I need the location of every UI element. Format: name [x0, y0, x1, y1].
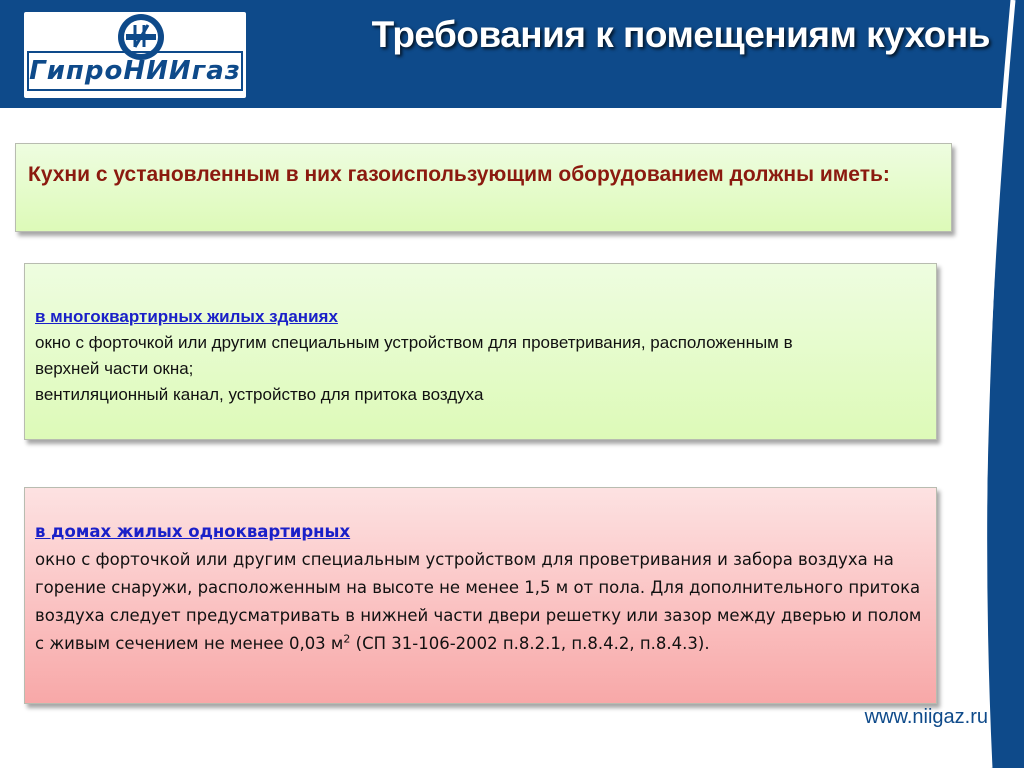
apartment-requirements-panel	[24, 263, 937, 440]
house-requirements-panel	[24, 487, 937, 704]
house-body-reference: (СП 31-106-2002 п.8.2.1, п.8.4.2, п.8.4.3).	[350, 634, 710, 653]
apartment-requirement-line: окно с форточкой или другим специальным устройством для проветривания, расположенным в	[35, 333, 793, 352]
apartment-heading-link[interactable]: в многоквартирных жилых зданиях	[35, 307, 338, 326]
square-superscript: 2	[343, 632, 351, 646]
company-logo	[24, 12, 246, 98]
apartment-requirement-line: вентиляционный канал, устройство для притока воздуха	[35, 385, 484, 404]
house-requirement-text	[35, 546, 926, 658]
site-url[interactable]: www.niigaz.ru	[864, 706, 988, 728]
slide-title: Требования к помещениям кухонь	[371, 14, 990, 55]
house-heading-link[interactable]: в домах жилых одноквартирных	[35, 522, 351, 541]
intro-text: Кухни с установленным в них газоиспользующим оборудованием должны иметь:	[28, 163, 890, 186]
logo-wordmark: ГипроНИИгаз	[29, 56, 241, 86]
house-body-text: окно с форточкой или другим специальным устройством для проветривания и забора воздуха на горение снаружи, расположенным на высоте не менее 1,5 м от пола. Для дополнительного притока воздуха следует предусматривать в нижней части двери решетку или зазор между дверью и полом с живым сечением не менее 0,03 м	[35, 550, 922, 653]
intro-panel	[15, 143, 952, 232]
apartment-requirement-line: верхней части окна;	[35, 359, 194, 378]
